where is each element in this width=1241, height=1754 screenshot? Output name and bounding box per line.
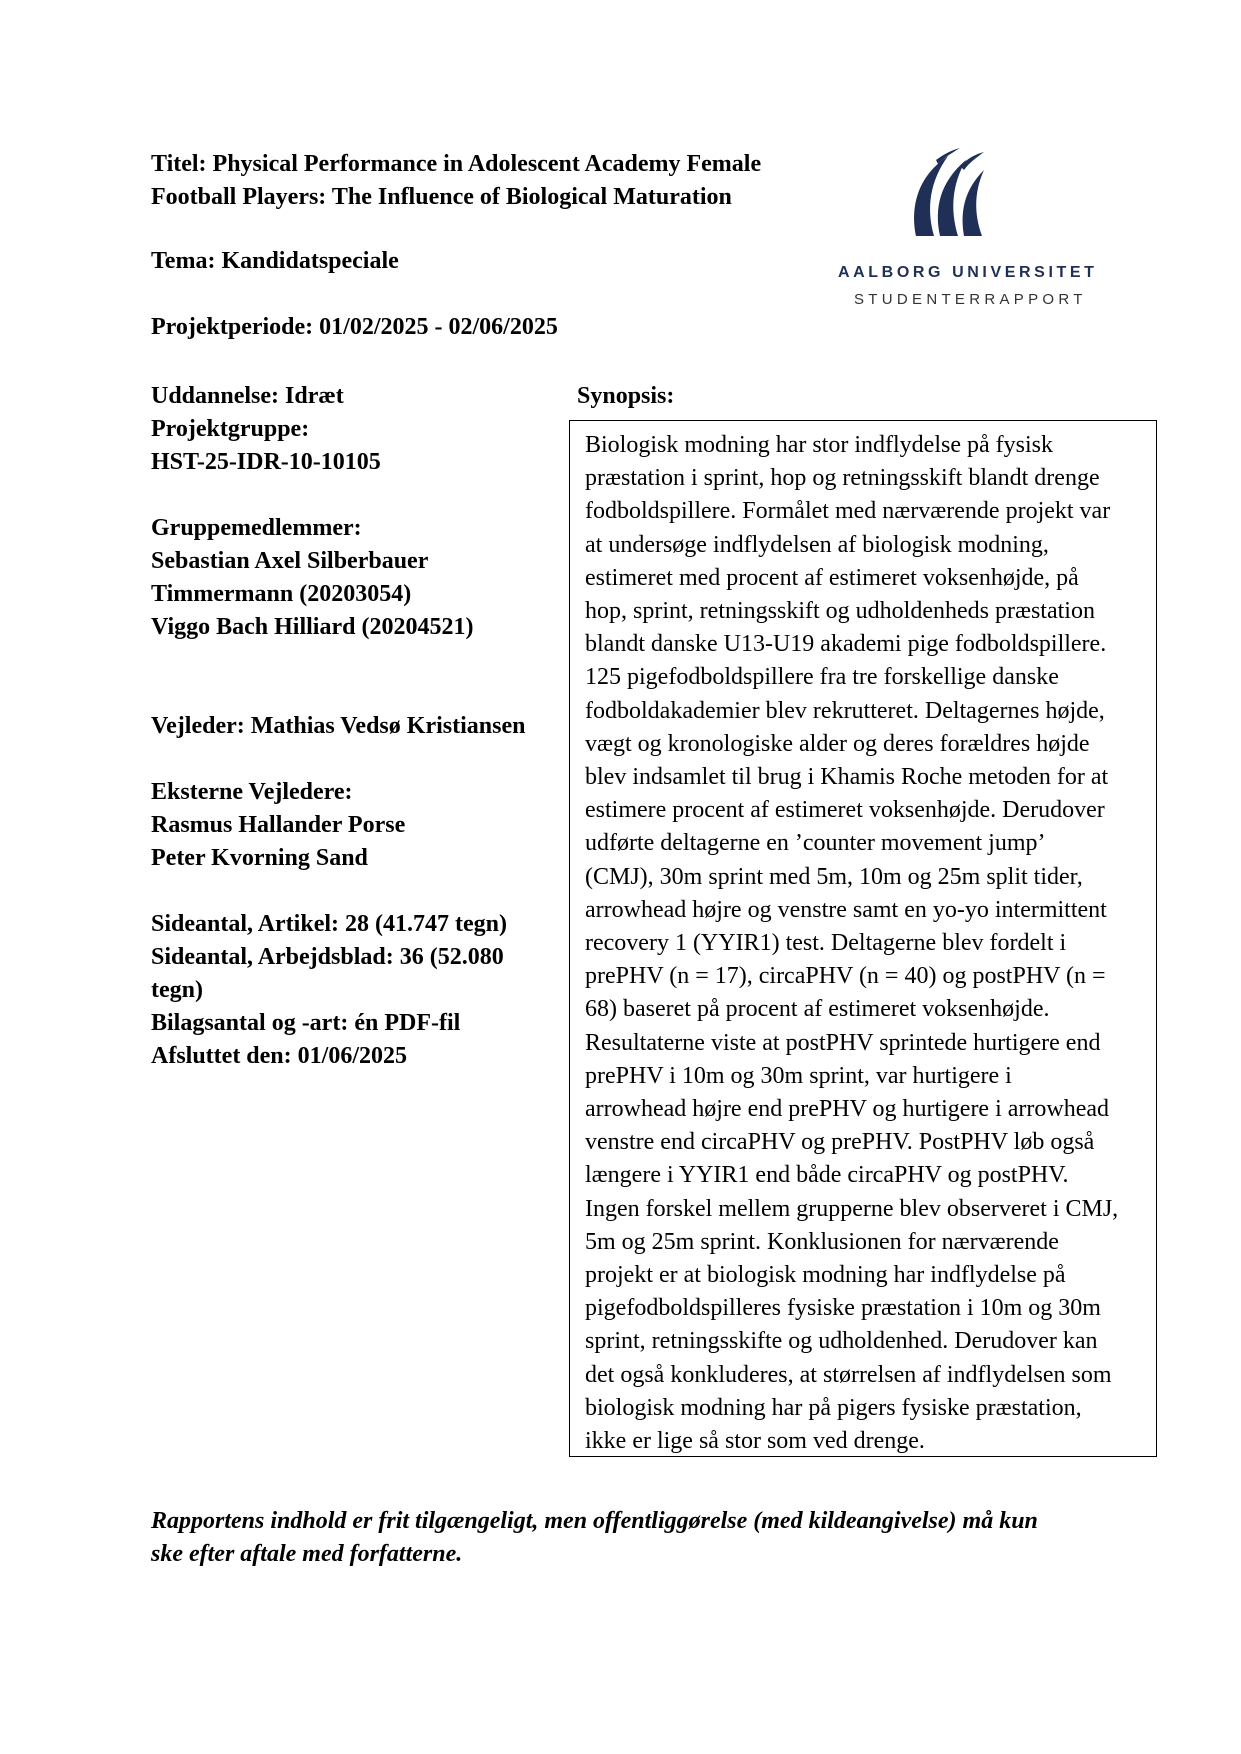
synopsis-line: arrowhead højre end prePHV og hurtigere i arrowhead	[585, 1096, 1110, 1123]
logo-subtitle: STUDENTERRAPPORT	[854, 291, 1087, 308]
sideantal-artikel: Sideantal, Artikel: 28 (41.747 tegn)	[151, 911, 507, 937]
footer-note	[151, 1505, 1111, 1571]
projektperiode: Projektperiode: 01/02/2025 - 02/06/2025	[151, 314, 558, 340]
synopsis-line: fodboldspillere. Formålet med nærværende projekt var	[585, 498, 1111, 525]
synopsis-line: 68) baseret på procent af estimeret voksenhøjde.	[585, 996, 1050, 1023]
external-supervisor: Rasmus Hallander Porse	[151, 812, 406, 838]
synopsis-line: biologisk modning har på pigers fysiske præstation,	[585, 1394, 1082, 1421]
synopsis-line: blev indsamlet til brug i Khamis Roche metoden for at	[585, 764, 1109, 791]
logo-university-name: AALBORG UNIVERSITET	[838, 264, 1098, 281]
group-member-line: Timmermann (20203054)	[151, 581, 412, 607]
synopsis-line: at undersøge indflydelsen af biologisk modning,	[585, 531, 1049, 558]
synopsis-line: sprint, retningsskifte og udholdenhed. Derudover kan	[585, 1328, 1098, 1355]
group-member-line: Sebastian Axel Silberbauer	[151, 548, 429, 574]
university-logo	[830, 140, 1130, 320]
group-member-line: Viggo Bach Hilliard (20204521)	[151, 614, 474, 640]
project-details	[151, 380, 561, 1073]
sideantal-arbejdsblad: Sideantal, Arbejdsblad: 36 (52.080	[151, 944, 504, 970]
synopsis-line: estimeret med procent af estimeret voksenhøjde, på	[585, 564, 1079, 591]
synopsis-line: hop, sprint, retningsskift og udholdenheds præstation	[585, 598, 1095, 625]
footer-line: Rapportens indhold er frit tilgængeligt, men offentliggørelse (med kildeangivelse) må kun	[151, 1508, 1038, 1534]
aau-wave-logo-icon	[908, 146, 998, 238]
synopsis-line: Biologisk modning har stor indflydelse på fysisk	[585, 432, 1053, 458]
synopsis-line: 5m og 25m sprint. Konklusionen for nærværende	[585, 1228, 1059, 1255]
external-supervisor: Peter Kvorning Sand	[151, 845, 368, 871]
synopsis-line: estimere procent af estimeret voksenhøjde. Derudover	[585, 797, 1105, 824]
synopsis-line: fodboldakademier blev rekrutteret. Deltagernes højde,	[585, 697, 1105, 724]
eksterne-label: Eksterne Vejledere:	[151, 779, 353, 805]
report-title	[151, 148, 831, 214]
synopsis-line: vægt og kronologiske alder og deres forældres højde	[585, 730, 1090, 757]
gruppemedlemmer-label: Gruppemedlemmer:	[151, 515, 362, 541]
synopsis-line: udførte deltagerne en ’counter movement jump’	[585, 830, 1046, 857]
synopsis-line: arrowhead højre og venstre samt en yo-yo intermittent	[585, 896, 1107, 923]
synopsis-box	[569, 420, 1157, 1457]
synopsis-line: pigefodboldspilleres fysiske præstation i 10m og 30m	[585, 1295, 1101, 1322]
synopsis-label: Synopsis:	[577, 383, 675, 409]
synopsis-line: præstation i sprint, hop og retningsskift blandt drenge	[585, 465, 1100, 492]
synopsis-line: (CMJ), 30m sprint med 5m, 10m og 25m split tider,	[585, 863, 1083, 890]
bilag: Bilagsantal og -art: én PDF-fil	[151, 1010, 461, 1036]
synopsis-line: prePHV (n = 17), circaPHV (n = 40) og postPHV (n =	[585, 963, 1106, 990]
title-line: Titel: Physical Performance in Adolescent Academy Female	[151, 151, 762, 177]
synopsis-line: 125 pigefodboldspillere fra tre forskellige danske	[585, 664, 1059, 691]
tema: Tema: Kandidatspeciale	[151, 248, 399, 274]
synopsis-line: det også konkluderes, at størrelsen af indflydelsen som	[585, 1361, 1112, 1388]
uddannelse: Uddannelse: Idræt	[151, 383, 344, 409]
synopsis-line: venstre end circaPHV og prePHV. PostPHV løb også	[585, 1129, 1095, 1156]
footer-line: ske efter aftale med forfatterne.	[151, 1541, 463, 1567]
synopsis-line: Resultaterne viste at postPHV sprintede hurtigere end	[585, 1029, 1101, 1056]
synopsis-line: recovery 1 (YYIR1) test. Deltagerne blev fordelt i	[585, 930, 1067, 957]
projektgruppe-label: Projektgruppe:	[151, 416, 310, 442]
synopsis-line: ikke er lige så stor som ved drenge.	[585, 1428, 925, 1455]
synopsis-line: Ingen forskel mellem grupperne blev observeret i CMJ,	[585, 1195, 1119, 1222]
title-line: Football Players: The Influence of Biological Maturation	[151, 184, 732, 210]
synopsis-line: prePHV i 10m og 30m sprint, var hurtigere i	[585, 1062, 1012, 1089]
synopsis-line: blandt danske U13-U19 akademi pige fodboldspillere.	[585, 631, 1107, 658]
synopsis-line: projekt er at biologisk modning har indflydelse på	[585, 1262, 1066, 1289]
vejleder: Vejleder: Mathias Vedsø Kristiansen	[151, 713, 526, 739]
synopsis-line: længere i YYIR1 end både circaPHV og postPHV.	[585, 1162, 1069, 1189]
projektgruppe-value: HST-25-IDR-10-10105	[151, 449, 381, 475]
sideantal-arbejdsblad: tegn)	[151, 977, 203, 1003]
afsluttet: Afsluttet den: 01/06/2025	[151, 1043, 407, 1069]
